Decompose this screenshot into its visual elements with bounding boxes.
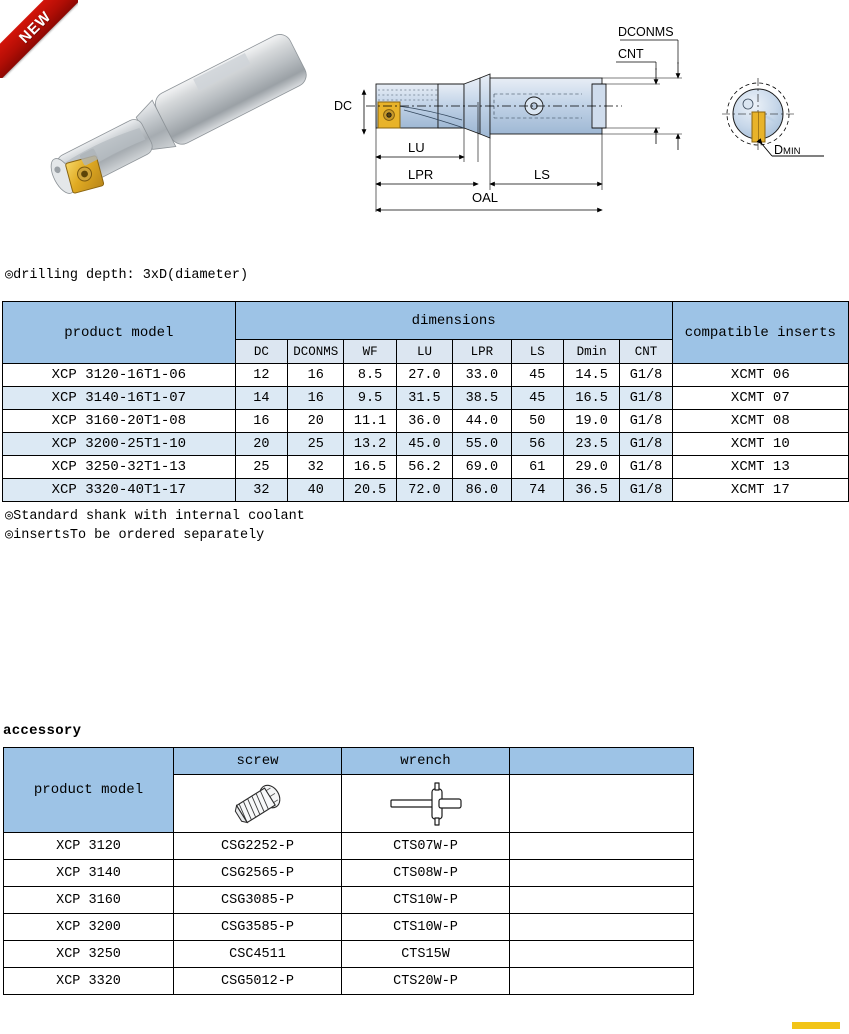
accessory-wrench-code: CTS10W-P (342, 887, 510, 914)
spec-dc-value: 32 (235, 479, 287, 502)
accessory-screw-code: CSG3585-P (174, 914, 342, 941)
accessory-screw-code: CSG5012-P (174, 968, 342, 995)
spec-lu-value: 36.0 (396, 410, 452, 433)
screw-icon-cell (174, 775, 342, 833)
accessory-header-wrench: wrench (342, 748, 510, 775)
diagram-label-dconms: DCONMS (618, 25, 674, 39)
accessory-extra-cell (510, 968, 694, 995)
accessory-title: accessory (3, 723, 82, 739)
diagram-label-lu: LU (408, 140, 425, 155)
diagram-label-oal: OAL (472, 190, 499, 205)
accessory-product-model: XCP 3200 (4, 914, 174, 941)
spec-compatible-insert: XCMT 08 (672, 410, 848, 433)
table-row (3, 479, 849, 502)
spec-dc-value: 20 (235, 433, 287, 456)
spec-dc-value: 14 (235, 387, 287, 410)
accessory-product-model: XCP 3160 (4, 887, 174, 914)
accessory-extra-cell (510, 887, 694, 914)
dimension-column-header-lu: LU (396, 340, 452, 364)
spec-lpr-value: 69.0 (453, 456, 511, 479)
accessory-extra-cell (510, 860, 694, 887)
diagram-label-lpr: LPR (408, 167, 434, 182)
spec-lpr-value: 55.0 (453, 433, 511, 456)
accessory-header-screw: screw (174, 748, 342, 775)
spec-dconms-value: 25 (288, 433, 344, 456)
spec-compatible-insert: XCMT 17 (672, 479, 848, 502)
spec-compatible-insert: XCMT 07 (672, 387, 848, 410)
header-dimensions: dimensions (235, 302, 672, 340)
table-row (3, 387, 849, 410)
bottom-gold-bar (792, 1022, 840, 1029)
note-inserts-separate: ◎insertsTo be ordered separately (5, 528, 265, 543)
product-photo (18, 14, 328, 246)
spec-ls-value: 45 (511, 364, 563, 387)
dimension-column-header-wf: WF (344, 340, 396, 364)
accessory-wrench-code: CTS07W-P (342, 833, 510, 860)
table-row (3, 410, 849, 433)
dimension-column-header-cnt: CNT (620, 340, 672, 364)
specification-table (2, 301, 849, 502)
header-product-model: product model (3, 302, 236, 364)
dimension-column-header-dc: DC (235, 340, 287, 364)
spec-dmin-value: 29.0 (563, 456, 619, 479)
spec-cnt-value: G1/8 (620, 387, 672, 410)
spec-ls-value: 61 (511, 456, 563, 479)
end-view-diagram (700, 66, 840, 176)
spec-cnt-value: G1/8 (620, 433, 672, 456)
spec-wf-value: 13.2 (344, 433, 396, 456)
spec-dmin-value: 14.5 (563, 364, 619, 387)
spec-wf-value: 11.1 (344, 410, 396, 433)
accessory-screw-code: CSG3085-P (174, 887, 342, 914)
accessory-product-model: XCP 3120 (4, 833, 174, 860)
wrench-icon-cell (342, 775, 510, 833)
spec-lu-value: 27.0 (396, 364, 452, 387)
accessory-product-model: XCP 3250 (4, 941, 174, 968)
note-drilling-depth: ◎drilling depth: 3xD(diameter) (5, 268, 249, 283)
accessory-wrench-code: CTS15W (342, 941, 510, 968)
accessory-screw-code: CSG2252-P (174, 833, 342, 860)
spec-lu-value: 45.0 (396, 433, 452, 456)
spec-lu-value: 72.0 (396, 479, 452, 502)
accessory-wrench-code: CTS08W-P (342, 860, 510, 887)
spec-lpr-value: 38.5 (453, 387, 511, 410)
accessory-header-product-model: product model (4, 748, 174, 833)
spec-lpr-value: 44.0 (453, 410, 511, 433)
diagram-label-ls: LS (534, 167, 550, 182)
diagram-label-cnt: CNT (618, 47, 644, 61)
spec-lu-value: 31.5 (396, 387, 452, 410)
spec-product-model: XCP 3200-25T1-10 (3, 433, 236, 456)
spec-dmin-value: 23.5 (563, 433, 619, 456)
spec-cnt-value: G1/8 (620, 479, 672, 502)
table-row (4, 968, 694, 995)
accessory-header-blank (510, 748, 694, 775)
spec-lu-value: 56.2 (396, 456, 452, 479)
accessory-extra-cell (510, 941, 694, 968)
spec-table-body (3, 364, 849, 502)
accessory-screw-code: CSC4511 (174, 941, 342, 968)
accessory-product-model: XCP 3140 (4, 860, 174, 887)
spec-lpr-value: 86.0 (453, 479, 511, 502)
spec-dc-value: 16 (235, 410, 287, 433)
hero-band (0, 0, 849, 250)
spec-wf-value: 16.5 (344, 456, 396, 479)
table-row (4, 833, 694, 860)
spec-dmin-value: 36.5 (563, 479, 619, 502)
table-row (4, 941, 694, 968)
dimension-diagram (330, 22, 702, 237)
spec-dconms-value: 32 (288, 456, 344, 479)
wrench-icon (342, 779, 509, 829)
dimension-column-header-lpr: LPR (453, 340, 511, 364)
spec-product-model: XCP 3320-40T1-17 (3, 479, 236, 502)
table-row (3, 456, 849, 479)
table-row (4, 860, 694, 887)
spec-compatible-insert: XCMT 13 (672, 456, 848, 479)
accessory-extra-cell (510, 914, 694, 941)
spec-cnt-value: G1/8 (620, 456, 672, 479)
accessory-icon-blank-cell (510, 775, 694, 833)
table-row (3, 364, 849, 387)
spec-lpr-value: 33.0 (453, 364, 511, 387)
spec-compatible-insert: XCMT 10 (672, 433, 848, 456)
spec-ls-value: 45 (511, 387, 563, 410)
screw-icon (174, 779, 341, 829)
spec-dmin-value: 19.0 (563, 410, 619, 433)
spec-product-model: XCP 3160-20T1-08 (3, 410, 236, 433)
spec-product-model: XCP 3140-16T1-07 (3, 387, 236, 410)
dimension-column-header-dconms: DCONMS (288, 340, 344, 364)
dimension-column-header-dmin: Dmin (563, 340, 619, 364)
spec-cnt-value: G1/8 (620, 364, 672, 387)
header-compatible-inserts: compatible inserts (672, 302, 848, 364)
ribbon-tip-left (0, 46, 8, 54)
accessory-screw-code: CSG2565-P (174, 860, 342, 887)
table-row (3, 433, 849, 456)
dimension-column-header-ls: LS (511, 340, 563, 364)
table-row (4, 914, 694, 941)
spec-ls-value: 74 (511, 479, 563, 502)
accessory-wrench-code: CTS10W-P (342, 914, 510, 941)
spec-wf-value: 20.5 (344, 479, 396, 502)
spec-product-model: XCP 3250-32T1-13 (3, 456, 236, 479)
spec-ls-value: 50 (511, 410, 563, 433)
accessory-wrench-code: CTS20W-P (342, 968, 510, 995)
spec-ls-value: 56 (511, 433, 563, 456)
spec-dconms-value: 16 (288, 364, 344, 387)
ribbon-tip-right (46, 0, 54, 8)
table-row (4, 887, 694, 914)
accessory-table (3, 747, 694, 995)
spec-dmin-value: 16.5 (563, 387, 619, 410)
note-standard-shank: ◎Standard shank with internal coolant (5, 509, 305, 524)
diagram-label-dc: DC (334, 99, 353, 113)
accessory-table-body (4, 833, 694, 995)
spec-dc-value: 25 (235, 456, 287, 479)
new-badge-label: NEW (15, 7, 55, 47)
spec-wf-value: 8.5 (344, 364, 396, 387)
accessory-product-model: XCP 3320 (4, 968, 174, 995)
spec-compatible-insert: XCMT 06 (672, 364, 848, 387)
spec-dconms-value: 16 (288, 387, 344, 410)
accessory-extra-cell (510, 833, 694, 860)
spec-cnt-value: G1/8 (620, 410, 672, 433)
spec-dc-value: 12 (235, 364, 287, 387)
spec-dconms-value: 20 (288, 410, 344, 433)
spec-wf-value: 9.5 (344, 387, 396, 410)
spec-dconms-value: 40 (288, 479, 344, 502)
diagram-label-dmin: DMIN (774, 143, 801, 157)
spec-product-model: XCP 3120-16T1-06 (3, 364, 236, 387)
